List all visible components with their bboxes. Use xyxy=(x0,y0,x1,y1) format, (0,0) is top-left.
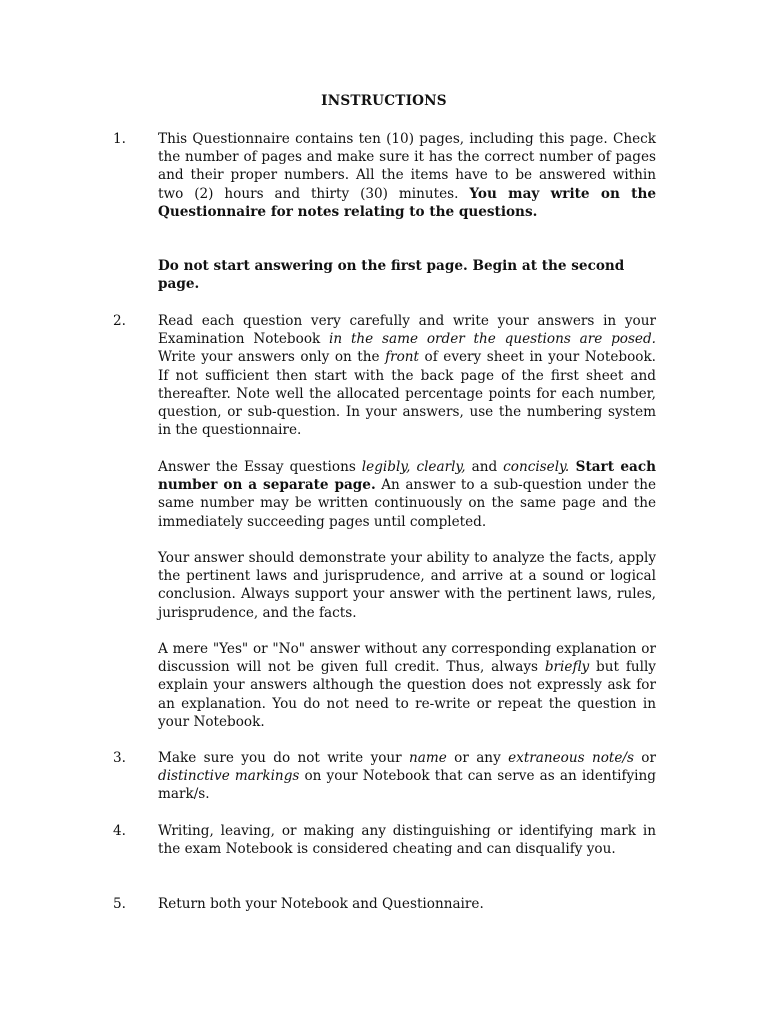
bold-text-run: Do not start answering on the first page. Begin at the second page. xyxy=(158,258,625,293)
text-run: of every sheet in your Notebook. If not sufficient then start with the back page of the first sheet and thereafter. Note well the allocated percentage points for each number, question, or sub-question. In your answers, use the numbering system in the questionnaire. xyxy=(158,349,657,439)
bold-text-run: You may write on the Questionnaire for notes relating to the questions. xyxy=(158,185,656,220)
italic-text-run: briefly xyxy=(544,659,590,676)
item-2-paragraph-4 xyxy=(158,640,656,731)
item-2-paragraph-1 xyxy=(158,312,656,439)
item-2-paragraph-3: Your answer should demonstrate your ability to analyze the facts, apply the pertinent laws and jurisprudence, and arrive at a sound or logical conclusion. Always support your answer with the pertinent laws, rules, jurisprudence, and the facts. xyxy=(158,550,656,621)
bold-text-run: Start each number on a separate page. xyxy=(158,459,656,494)
text-run: This Questionnaire contains ten (10) pages, including this page. Check the number of pages and make sure it has the correct number of pages and their proper numbers. All the items have to be answered within two (2) hours and thirty (30) minutes. xyxy=(158,131,656,202)
italic-text-run: in the same order the questions are posed. xyxy=(329,331,656,348)
item-number: 3. xyxy=(113,750,126,766)
text-run: An answer to a sub-question under the same number may be written continuously on the same page and the immediately succeeding pages until completed. xyxy=(158,477,656,530)
item-1-paragraph-2 xyxy=(158,257,656,293)
italic-text-run: concisely. xyxy=(503,459,570,475)
text-run: A mere "Yes" or "No" answer without any corresponding explanation or discussion will not be given full credit. Thus, always xyxy=(158,641,656,676)
italic-text-run: name xyxy=(409,750,447,766)
item-3-paragraph-1 xyxy=(158,749,656,804)
text-run: Make sure you do not write your xyxy=(158,750,410,766)
text-run: and xyxy=(465,459,504,475)
item-number: 2. xyxy=(113,313,126,329)
item-4-paragraph-1: Writing, leaving, or making any distinguishing or identifying mark in the exam Notebook is considered cheating and can disqualify you. xyxy=(158,823,656,858)
item-number: 1. xyxy=(113,131,126,147)
italic-text-run: extraneous note/s xyxy=(508,750,634,766)
text-run: Write your answers only on the xyxy=(158,349,386,366)
item-number: 4. xyxy=(113,823,126,839)
text-run: but fully explain your answers although the question does not expressly ask for an explanation. You do not need to re-write or repeat the question in your Notebook. xyxy=(158,659,656,730)
italic-text-run: legibly, clearly, xyxy=(361,459,466,475)
item-number: 5. xyxy=(113,896,126,912)
text-run: on your Notebook that can serve as an identifying mark/s. xyxy=(158,768,656,803)
page-title: INSTRUCTIONS xyxy=(321,93,447,109)
item-2-paragraph-2 xyxy=(158,458,656,531)
text-run: or any xyxy=(446,750,509,766)
text-run: Answer the Essay questions xyxy=(158,459,362,475)
italic-text-run: front xyxy=(385,349,420,366)
item-5-paragraph-1: Return both your Notebook and Questionnaire. xyxy=(158,896,484,912)
text-run: Read each question very carefully and write your answers in your Examination Notebook xyxy=(158,313,656,348)
item-1-paragraph-1 xyxy=(158,130,656,221)
italic-text-run: distinctive markings xyxy=(158,768,300,785)
text-run: or xyxy=(633,750,656,766)
